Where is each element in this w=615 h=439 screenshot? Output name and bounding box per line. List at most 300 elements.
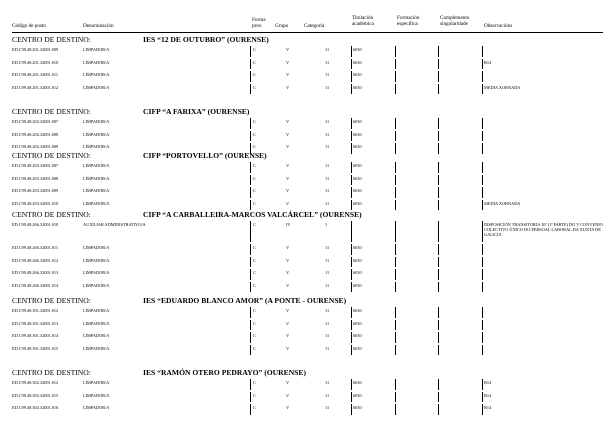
cell-codigo: ED.C99.48.301.32001.013: [12, 320, 59, 326]
section-heading: [12, 296, 603, 306]
cell-denominacion: LIMPADOR/A: [83, 131, 110, 137]
cell-denominacion: LIMPADOR/A: [83, 392, 110, 398]
cell-forma: C: [253, 345, 256, 351]
column-divider: [482, 379, 483, 390]
column-divider: [250, 162, 251, 173]
table-row: [0, 84, 615, 97]
column-divider: [482, 59, 483, 70]
column-divider: [482, 282, 483, 293]
cell-titulacion: 6030: [353, 333, 362, 338]
column-divider: [395, 131, 396, 142]
section-label: CENTRO DE DESTINO:: [12, 296, 91, 305]
column-divider: [250, 84, 251, 95]
cell-titulacion: 6030: [353, 380, 362, 385]
table-row: [0, 379, 615, 392]
column-divider: [395, 187, 396, 198]
column-divider: [482, 46, 483, 57]
cell-categoria: 11: [325, 163, 330, 168]
cell-codigo: ED.C99.48.203.32001.008: [12, 175, 59, 181]
column-divider: [438, 118, 439, 129]
section-center-name: IES “12 DE OUTUBRO” (OURENSE): [143, 35, 269, 44]
cell-codigo: ED.C99.48.266.32001.014: [12, 282, 59, 288]
column-divider: [482, 71, 483, 82]
column-divider: [438, 320, 439, 331]
column-divider: [482, 200, 483, 211]
column-divider: [351, 320, 352, 331]
cell-denominacion: LIMPADOR/A: [83, 47, 110, 52]
cell-titulacion: 6030: [353, 320, 362, 326]
column-divider: [395, 59, 396, 70]
column-divider: [438, 269, 439, 280]
column-divider: [351, 282, 352, 293]
cell-observacions: MEDIA XORNADA: [484, 200, 521, 206]
cell-grupo: V: [286, 163, 290, 168]
header-categoria: Categoría: [304, 23, 325, 29]
column-divider: [482, 404, 483, 415]
cell-forma: C: [253, 380, 256, 385]
column-divider: [351, 118, 352, 129]
cell-categoria: 11: [325, 405, 330, 410]
cell-denominacion: AUXILIAR ADMINISTRATIVO/A: [83, 222, 146, 227]
cell-denominacion: LIMPADOR/A: [83, 308, 110, 313]
cell-denominacion: LIMPADOR/A: [83, 320, 110, 326]
column-divider: [395, 379, 396, 390]
header-denominacion: Denominación: [83, 23, 114, 29]
column-divider: [250, 282, 251, 293]
header-forma-line1: Forma: [252, 17, 266, 23]
column-divider: [351, 392, 352, 403]
column-divider: [482, 244, 483, 255]
cell-grupo: V: [286, 380, 290, 385]
column-divider: [351, 257, 352, 268]
column-divider: [438, 257, 439, 268]
column-divider: [250, 59, 251, 70]
column-divider: [482, 345, 483, 356]
cell-titulacion: 6030: [353, 175, 362, 181]
cell-forma: C: [253, 245, 256, 250]
cell-categoria: 11: [325, 320, 330, 326]
table-row: [0, 269, 615, 282]
cell-grupo: V: [286, 320, 290, 326]
cell-titulacion: 6030: [353, 257, 362, 263]
column-divider: [351, 175, 352, 186]
cell-denominacion: LIMPADOR/A: [83, 282, 110, 288]
cell-categoria: 11: [325, 282, 330, 288]
cell-categoria: 11: [325, 257, 330, 263]
cell-grupo: V: [286, 345, 290, 351]
cell-codigo: ED.C99.48.266.32001.013: [12, 270, 59, 275]
cell-denominacion: LIMPADOR/A: [83, 59, 110, 65]
column-divider: [351, 84, 352, 95]
cell-forma: C: [253, 392, 256, 398]
column-divider: [438, 392, 439, 403]
cell-denominacion: LIMPADOR/A: [83, 163, 110, 168]
table-row: [0, 320, 615, 333]
cell-denominacion: LIMPADOR/A: [83, 270, 110, 275]
section-center-name: IES “RAMÓN OTERO PEDRAYO” (OURENSE): [143, 368, 307, 377]
cell-categoria: 11: [325, 175, 330, 181]
cell-titulacion: 6030: [353, 270, 362, 275]
column-divider: [395, 269, 396, 280]
column-divider: [482, 175, 483, 186]
cell-titulacion: 6030: [353, 188, 362, 193]
column-divider: [482, 221, 483, 242]
cell-denominacion: LIMPADOR/A: [83, 405, 110, 410]
cell-denominacion: LIMPADOR/A: [83, 380, 110, 385]
cell-forma: C: [253, 257, 256, 263]
cell-codigo: ED.C99.48.202.32001.009: [12, 144, 59, 149]
cell-denominacion: LIMPADOR/A: [83, 84, 110, 90]
cell-categoria: 11: [325, 84, 330, 90]
column-divider: [250, 379, 251, 390]
cell-observacions: B14: [484, 380, 492, 385]
column-divider: [250, 118, 251, 129]
cell-denominacion: LIMPADOR/A: [83, 175, 110, 181]
column-divider: [250, 244, 251, 255]
column-divider: [438, 282, 439, 293]
column-divider: [250, 257, 251, 268]
column-divider: [438, 131, 439, 142]
cell-categoria: 1: [325, 222, 328, 227]
cell-forma: C: [253, 200, 256, 206]
table-row: [0, 187, 615, 200]
cell-codigo: ED.C99.48.202.32001.007: [12, 119, 59, 124]
cell-grupo: V: [286, 282, 290, 288]
cell-categoria: 11: [325, 392, 330, 398]
cell-codigo: ED.C99.48.201.32001.011: [12, 72, 59, 77]
cell-grupo: V: [286, 333, 290, 338]
column-divider: [395, 221, 396, 242]
cell-forma: C: [253, 119, 256, 124]
column-divider: [250, 131, 251, 142]
column-divider: [250, 221, 251, 242]
column-divider: [351, 200, 352, 211]
cell-codigo: ED.C99.48.266.32001.011: [12, 245, 59, 250]
section-heading: [12, 210, 603, 220]
cell-forma: C: [253, 175, 256, 181]
cell-codigo: ED.C99.48.301.32001.012: [12, 308, 59, 313]
cell-denominacion: LIMPADOR/A: [83, 144, 110, 149]
column-divider: [250, 187, 251, 198]
column-divider: [482, 131, 483, 142]
column-divider: [438, 404, 439, 415]
cell-grupo: V: [286, 308, 290, 313]
column-divider: [351, 379, 352, 390]
header-titulacion-line1: Titulación: [352, 15, 374, 21]
column-divider: [482, 162, 483, 173]
cell-denominacion: LIMPADOR/A: [83, 119, 110, 124]
cell-codigo: ED.C99.48.302.32001.015: [12, 392, 59, 398]
column-divider: [351, 187, 352, 198]
cell-forma: C: [253, 222, 256, 227]
cell-denominacion: LIMPADOR/A: [83, 200, 110, 206]
cell-categoria: 11: [325, 131, 330, 137]
column-divider: [482, 307, 483, 318]
cell-titulacion: 6030: [353, 59, 362, 65]
table-row: [0, 307, 615, 320]
cell-forma: C: [253, 47, 256, 52]
cell-grupo: V: [286, 119, 290, 124]
column-divider: [395, 46, 396, 57]
header-observacions: Observacións: [484, 23, 513, 29]
column-divider: [438, 84, 439, 95]
column-divider: [438, 59, 439, 70]
column-divider: [438, 175, 439, 186]
header-titulacion-line2: académica: [352, 21, 374, 27]
cell-titulacion: 6030: [353, 72, 362, 77]
column-divider: [250, 320, 251, 331]
column-divider: [395, 175, 396, 186]
column-divider: [250, 307, 251, 318]
cell-codigo: ED.C99.48.203.32001.009: [12, 188, 59, 193]
column-divider: [351, 307, 352, 318]
cell-grupo: V: [286, 131, 290, 137]
cell-codigo: ED.C99.48.302.32001.012: [12, 380, 59, 385]
cell-titulacion: 6030: [353, 405, 362, 410]
cell-codigo: ED.C99.48.203.32001.010: [12, 200, 59, 206]
column-divider: [438, 221, 439, 242]
cell-categoria: 11: [325, 144, 330, 149]
cell-denominacion: LIMPADOR/A: [83, 188, 110, 193]
cell-grupo: IV: [286, 222, 291, 227]
column-divider: [250, 46, 251, 57]
column-divider: [395, 71, 396, 82]
cell-forma: C: [253, 333, 256, 338]
column-divider: [351, 162, 352, 173]
cell-categoria: 11: [325, 380, 330, 385]
table-row: [0, 345, 615, 358]
header-forma-line2: prov.: [252, 23, 263, 29]
cell-codigo: ED.C99.48.301.32001.014: [12, 333, 59, 338]
cell-observacions: MEDIA XORNADA: [484, 84, 521, 90]
cell-forma: C: [253, 270, 256, 275]
header-codigo: Código de posto: [12, 23, 47, 29]
cell-grupo: V: [286, 47, 290, 52]
cell-denominacion: LIMPADOR/A: [83, 72, 110, 77]
column-divider: [351, 46, 352, 57]
section-heading: [12, 151, 603, 161]
cell-forma: C: [253, 320, 256, 326]
table-row: [0, 392, 615, 405]
table-row: [0, 118, 615, 131]
cell-categoria: 11: [325, 47, 330, 52]
cell-categoria: 11: [325, 59, 330, 65]
column-divider: [482, 187, 483, 198]
section-center-name: CIFP “A CARBALLEIRA-MARCOS VALCÁRCEL” (OURENSE): [143, 210, 362, 219]
cell-forma: C: [253, 131, 256, 137]
cell-observacions: B14: [484, 59, 492, 65]
column-divider: [250, 175, 251, 186]
cell-codigo: ED.C99.48.201.32001.010: [12, 59, 59, 65]
table-row: [0, 59, 615, 72]
cell-codigo: ED.C99.48.203.32001.007: [12, 163, 59, 168]
column-divider: [250, 345, 251, 356]
column-divider: [250, 392, 251, 403]
column-divider: [482, 257, 483, 268]
section-label: CENTRO DE DESTINO:: [12, 151, 91, 160]
column-divider: [351, 131, 352, 142]
column-divider: [395, 200, 396, 211]
cell-categoria: 11: [325, 345, 330, 351]
cell-grupo: V: [286, 405, 290, 410]
column-divider: [351, 221, 352, 242]
cell-categoria: 11: [325, 308, 330, 313]
column-divider: [250, 404, 251, 415]
table-row: [0, 282, 615, 295]
table-row: [0, 162, 615, 175]
column-divider: [351, 71, 352, 82]
cell-denominacion: LIMPADOR/A: [83, 245, 110, 250]
cell-forma: C: [253, 84, 256, 90]
column-divider: [395, 404, 396, 415]
column-divider: [395, 162, 396, 173]
cell-grupo: V: [286, 200, 290, 206]
cell-codigo: ED.C99.48.201.32001.012: [12, 84, 59, 90]
cell-codigo: ED.C99.48.301.32001.015: [12, 345, 59, 351]
header-formacion-line1: Formación: [397, 15, 420, 21]
section-center-name: IES “EDUARDO BLANCO AMOR” (A PONTE - OURENSE): [143, 296, 347, 305]
cell-categoria: 11: [325, 119, 330, 124]
cell-titulacion: 6030: [353, 308, 362, 313]
cell-titulacion: 6030: [353, 119, 362, 124]
column-divider: [250, 332, 251, 343]
column-divider: [438, 332, 439, 343]
cell-forma: C: [253, 308, 256, 313]
cell-codigo: ED.C99.48.266.32001.012: [12, 257, 59, 263]
table-row: [0, 131, 615, 144]
header-rule: [12, 32, 603, 33]
cell-forma: C: [253, 144, 256, 149]
column-divider: [438, 244, 439, 255]
cell-grupo: V: [286, 245, 290, 250]
cell-titulacion: 6030: [353, 392, 362, 398]
cell-titulacion: 6030: [353, 345, 362, 351]
cell-grupo: V: [286, 257, 290, 263]
cell-forma: C: [253, 405, 256, 410]
column-divider: [395, 282, 396, 293]
column-divider: [395, 332, 396, 343]
column-divider: [351, 332, 352, 343]
column-divider: [482, 118, 483, 129]
cell-forma: C: [253, 163, 256, 168]
column-divider: [438, 379, 439, 390]
table-row: [0, 332, 615, 345]
section-center-name: CIFP “PORTOVELLO” (OURENSE): [143, 151, 267, 160]
table-row: [0, 71, 615, 84]
cell-categoria: 11: [325, 188, 330, 193]
table-row: [0, 175, 615, 188]
column-divider: [395, 84, 396, 95]
column-divider: [351, 345, 352, 356]
table-row: [0, 257, 615, 270]
section-heading: [12, 35, 603, 45]
column-divider: [395, 320, 396, 331]
section-heading: [12, 107, 603, 117]
cell-denominacion: LIMPADOR/A: [83, 257, 110, 263]
column-divider: [351, 404, 352, 415]
cell-categoria: 11: [325, 333, 330, 338]
column-divider: [250, 269, 251, 280]
column-divider: [438, 71, 439, 82]
section-label: CENTRO DE DESTINO:: [12, 35, 91, 44]
cell-categoria: 11: [325, 245, 330, 250]
column-divider: [351, 244, 352, 255]
cell-titulacion: 6030: [353, 163, 362, 168]
header-formacion-line2: específica: [397, 21, 418, 27]
header-grupo: Grupo: [275, 23, 289, 29]
cell-grupo: V: [286, 270, 290, 275]
table-row: [0, 221, 615, 244]
header-complemento-line2: singularidade: [440, 21, 468, 27]
column-divider: [395, 244, 396, 255]
cell-forma: C: [253, 188, 256, 193]
cell-categoria: 11: [325, 200, 330, 206]
column-divider: [351, 269, 352, 280]
cell-observacions: B14: [484, 392, 492, 398]
column-divider: [395, 392, 396, 403]
cell-titulacion: 6030: [353, 245, 362, 250]
table-row: [0, 404, 615, 417]
cell-titulacion: 6030: [353, 47, 362, 52]
cell-denominacion: LIMPADOR/A: [83, 345, 110, 351]
cell-codigo: ED.C99.48.302.32001.016: [12, 405, 59, 410]
column-divider: [438, 307, 439, 318]
column-divider: [438, 200, 439, 211]
section-heading: [12, 368, 603, 378]
cell-forma: C: [253, 59, 256, 65]
column-divider: [395, 345, 396, 356]
cell-titulacion: 6030: [353, 200, 362, 206]
cell-grupo: V: [286, 175, 290, 181]
cell-codigo: ED.C99.48.202.32001.008: [12, 131, 59, 137]
column-divider: [250, 200, 251, 211]
column-divider: [482, 332, 483, 343]
column-divider: [482, 320, 483, 331]
section-center-name: CIFP “A FARIXA” (OURENSE): [143, 107, 250, 116]
column-divider: [438, 345, 439, 356]
column-divider: [438, 187, 439, 198]
cell-grupo: V: [286, 188, 290, 193]
cell-grupo: V: [286, 144, 290, 149]
cell-denominacion: LIMPADOR/A: [83, 333, 110, 338]
section-label: CENTRO DE DESTINO:: [12, 368, 91, 377]
section-label: CENTRO DE DESTINO:: [12, 210, 91, 219]
table-header: [0, 14, 615, 34]
cell-grupo: V: [286, 392, 290, 398]
cell-categoria: 11: [325, 72, 330, 77]
cell-observacions: DISPOSICIÓN TRANSITORIA 10ª (1ª PARTE) DO V CONVENIO COLECTIVO ÚNICO DO PERSOAL LABORAL DA XUNTA DE GALICIA: [484, 222, 603, 237]
section-label: CENTRO DE DESTINO:: [12, 107, 91, 116]
table-row: [0, 244, 615, 257]
column-divider: [482, 269, 483, 280]
column-divider: [438, 46, 439, 57]
cell-titulacion: 6030: [353, 282, 362, 288]
cell-observacions: B14: [484, 405, 492, 410]
cell-categoria: 11: [325, 270, 330, 275]
table-row: [0, 46, 615, 59]
column-divider: [482, 392, 483, 403]
column-divider: [395, 257, 396, 268]
column-divider: [395, 307, 396, 318]
column-divider: [395, 118, 396, 129]
column-divider: [482, 84, 483, 95]
header-complemento-line1: Complemento: [440, 15, 470, 21]
cell-forma: C: [253, 72, 256, 77]
column-divider: [438, 162, 439, 173]
cell-forma: C: [253, 282, 256, 288]
cell-grupo: V: [286, 72, 290, 77]
cell-codigo: ED.C99.48.266.32001.010: [12, 222, 59, 227]
